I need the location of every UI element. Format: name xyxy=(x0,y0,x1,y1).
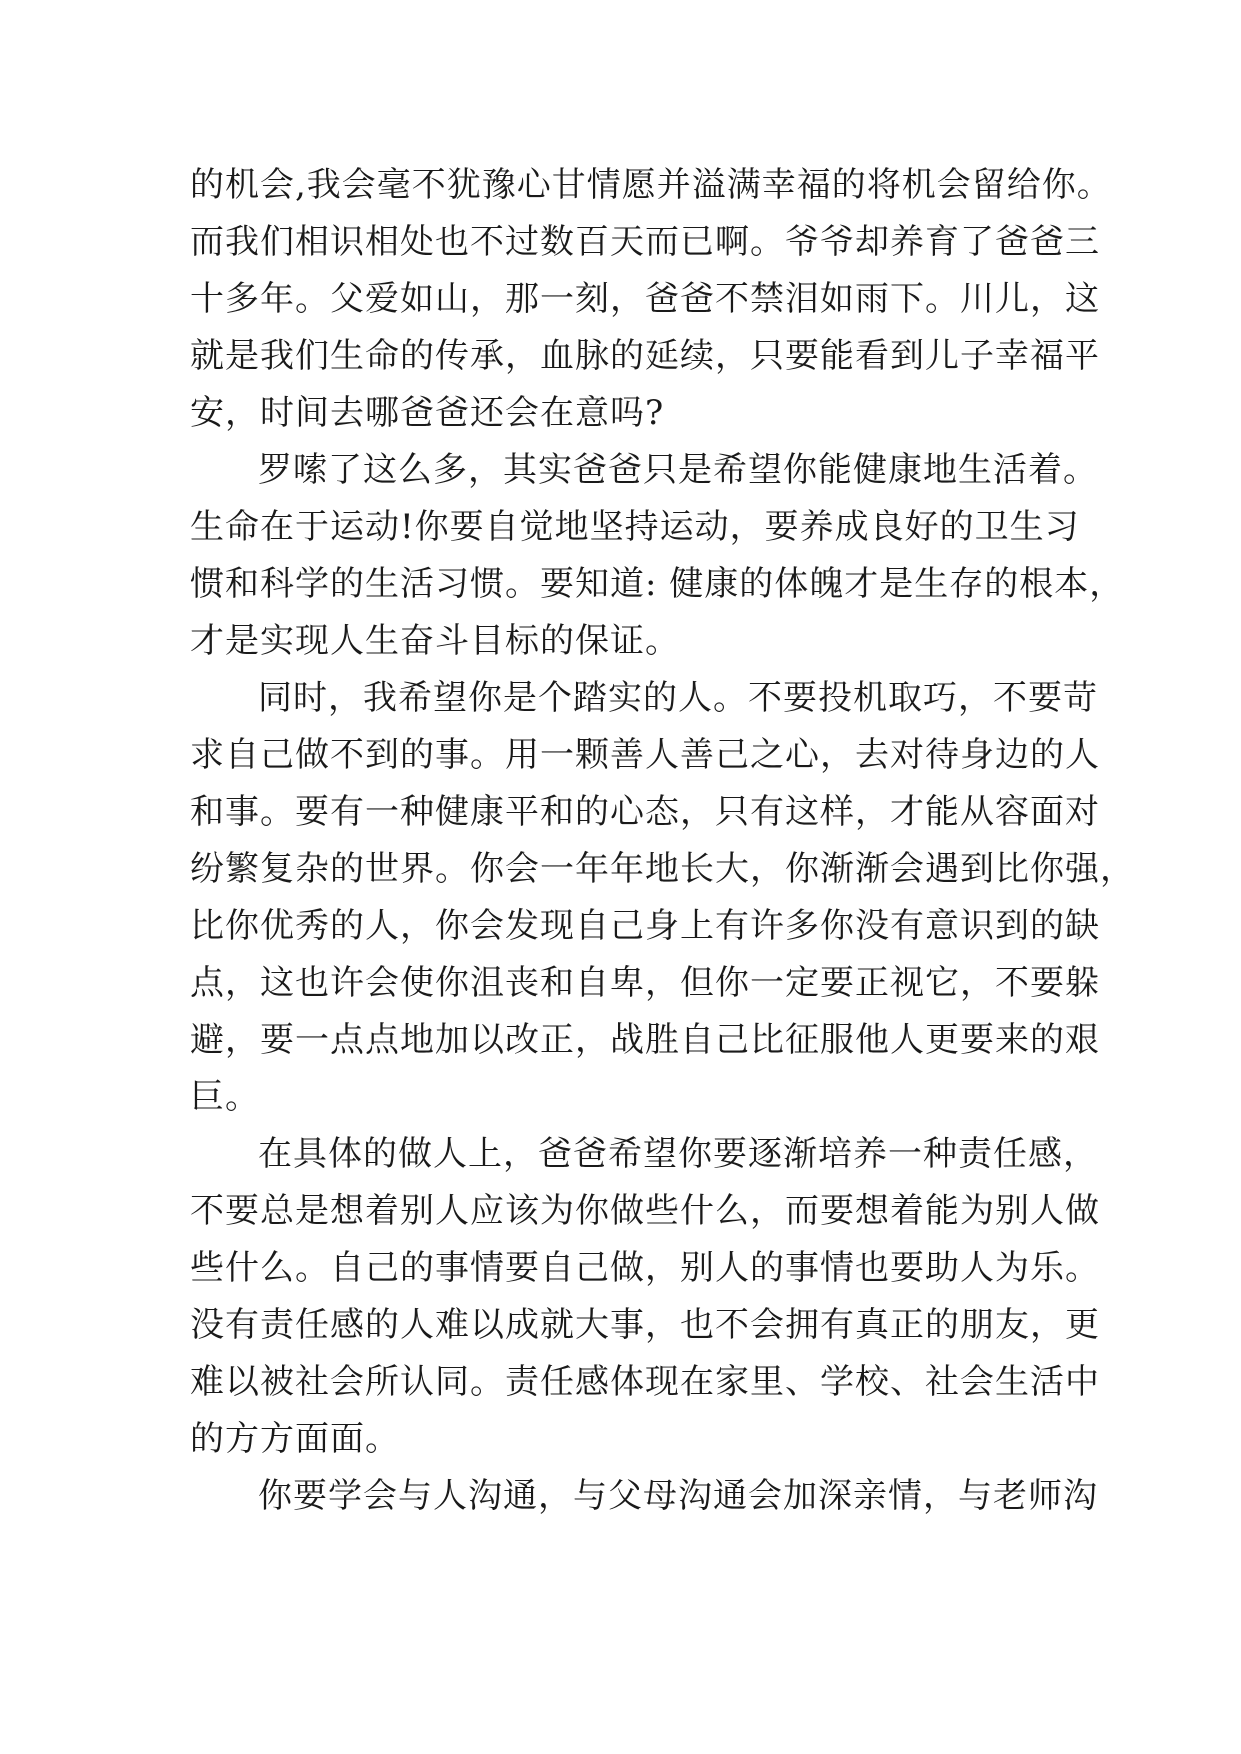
text-line: 的机会,我会毫不犹豫心甘情愿并溢满幸福的将机会留给你。 xyxy=(190,165,1112,205)
text-line: 点，这也许会使你沮丧和自卑，但你一定要正视它，不要躲 xyxy=(190,963,1100,1003)
text-line: 惯和科学的生活习惯。要知道: 健康的体魄才是生存的根本， xyxy=(190,564,1125,604)
text-line: 生命在于运动!你要自觉地坚持运动，要养成良好的卫生习 xyxy=(190,507,1080,547)
paragraph-first-line: 同时，我希望你是个踏实的人。不要投机取巧，不要苛 xyxy=(258,678,1098,718)
paragraph-first-line: 罗嗦了这么多，其实爸爸只是希望你能健康地生活着。 xyxy=(258,450,1098,490)
text-line: 比你优秀的人，你会发现自己身上有许多你没有意识到的缺 xyxy=(190,906,1100,946)
text-line: 巨。 xyxy=(190,1077,260,1117)
text-line: 求自己做不到的事。用一颗善人善己之心，去对待身边的人 xyxy=(190,735,1100,775)
paragraph-first-line: 在具体的做人上，爸爸希望你要逐渐培养一种责任感， xyxy=(258,1134,1098,1174)
text-line: 才是实现人生奋斗目标的保证。 xyxy=(190,621,680,661)
text-line: 和事。要有一种健康平和的心态，只有这样，才能从容面对 xyxy=(190,792,1100,832)
text-line: 十多年。父爱如山，那一刻，爸爸不禁泪如雨下。川儿，这 xyxy=(190,279,1100,319)
paragraph-first-line: 你要学会与人沟通，与父母沟通会加深亲情，与老师沟 xyxy=(258,1476,1098,1516)
text-line: 不要总是想着别人应该为你做些什么，而要想着能为别人做 xyxy=(190,1191,1100,1231)
text-line: 的方方面面。 xyxy=(190,1419,400,1459)
text-line: 纷繁复杂的世界。你会一年年地长大，你渐渐会遇到比你强， xyxy=(190,849,1135,889)
text-line: 难以被社会所认同。责任感体现在家里、学校、社会生活中 xyxy=(190,1362,1100,1402)
text-line: 安，时间去哪爸爸还会在意吗? xyxy=(190,393,665,433)
text-line: 就是我们生命的传承，血脉的延续，只要能看到儿子幸福平 xyxy=(190,336,1100,376)
text-line: 避，要一点点地加以改正，战胜自己比征服他人更要来的艰 xyxy=(190,1020,1100,1060)
text-line: 没有责任感的人难以成就大事，也不会拥有真正的朋友，更 xyxy=(190,1305,1100,1345)
text-line: 而我们相识相处也不过数百天而已啊。爷爷却养育了爸爸三 xyxy=(190,222,1100,262)
text-line: 些什么。自己的事情要自己做，别人的事情也要助人为乐。 xyxy=(190,1248,1100,1288)
